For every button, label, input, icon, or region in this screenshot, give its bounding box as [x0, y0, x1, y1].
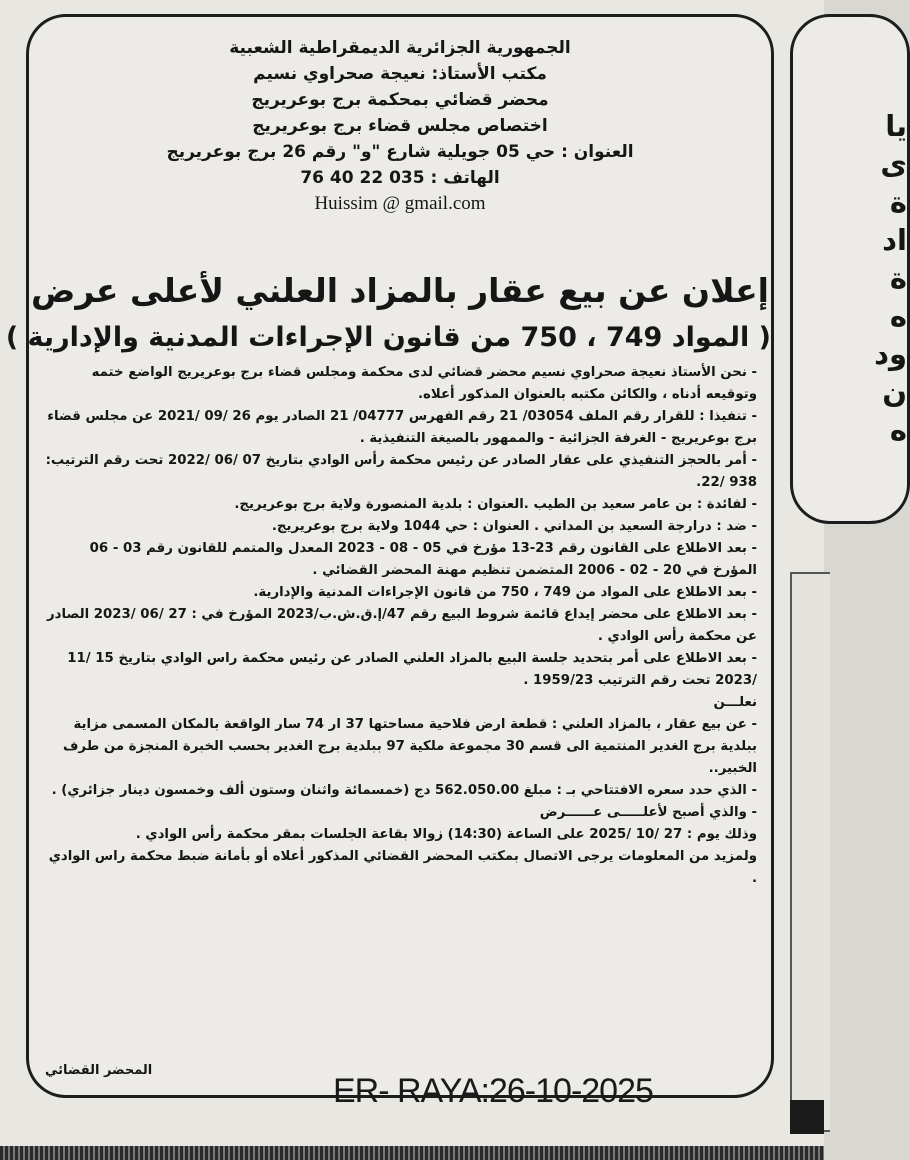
paragraph-contact: ولمزيد من المعلومات يرجى الاتصال بمكتب المحضر القضائي المذكور أعلاه أو بأمانة ضبط محكمة راس الوادي . [48, 849, 757, 886]
header-address: العنوان : حي 05 جويلية شارع "و" رقم 26 برج بوعريريج [166, 142, 634, 162]
header-office: مكتب الأستاذ: نعيجة صحراوي نسيم [253, 64, 547, 84]
header-jurisdiction: اختصاص مجلس قضاء برج بوعريريج [252, 116, 548, 136]
paragraph-execution: - تنفيذا : للقرار رقم الملف 03054/ 21 رقم الفهرس 04777/ 21 الصادر يوم 26 /09 /2021 عن مجلس قضاء برج بوعريريج - الغرفة الجزائية - والممهور بالصيغة التنفيذية . [47, 409, 757, 446]
adjacent-line: ود [874, 337, 907, 371]
adjacent-line: ه [889, 413, 907, 447]
publication-stamp: ER- RAYA:26-10-2025 [333, 1072, 653, 1110]
paragraph-announce: نعلـــن [713, 695, 757, 710]
bottom-border [0, 1146, 824, 1160]
adjacent-line: ة [889, 261, 907, 295]
adjacent-line: ة [889, 185, 907, 219]
adjacent-line: ن [882, 375, 907, 409]
header-bailiff: محضر قضائي بمحكمة برج بوعريريج [251, 90, 549, 110]
adjacent-line: يا [885, 109, 907, 143]
paragraph-seizure-order: - أمر بالحجز التنفيذي على عقار الصادر عن رئيس محكمة رأس الوادي بتاريخ 07 /06 /2022 تحت رقم الترتيب: 938 /22. [45, 453, 757, 490]
adjacent-dark-block [790, 1100, 824, 1134]
paragraph-conditions: - بعد الاطلاع على محضر إيداع قائمة شروط البيع رقم 47/إ.ق.ش.ب/2023 المؤرخ في : 27 /06 /2023 الصادر عن محكمة رأس الوادي . [47, 607, 757, 644]
paragraph-highest-bid: - والذي أصبح لأعلـــــى عــــــرض [539, 805, 757, 820]
paragraph-law: - بعد الاطلاع على القانون رقم 23-13 مؤرخ في 05 - 08 - 2023 المعدل والمتمم للقانون رقم 03 - 06 المؤرخ في 20 - 02 - 2006 المتضمن تنظيم مهنة المحضر القضائي . [89, 541, 757, 578]
paragraph-date: وذلك يوم : 27 /10 /2025 على الساعة (14:30) زوالا بقاعة الجلسات بمقر محكمة رأس الوادي . [135, 827, 757, 842]
paragraph-intro: - نحن الأستاذ نعيجة صحراوي نسيم محضر قضائي لدى محكمة ومجلس قضاء برج بوعريريج الواضع ختمه وتوقيعه أدناه ، والكائن مكتبه بالعنوان المذكور أعلاه. [91, 365, 757, 402]
paragraph-session-order: - بعد الاطلاع على أمر بتحديد جلسة البيع بالمزاد العلني الصادر عن رئيس محكمة راس الوادي بتاريخ 15 /11 /2023 تحت رقم الترتيب 1959/23 . [67, 651, 757, 688]
notice-title: إعلان عن بيع عقار بالمزاد العلني لأعلى عرض [31, 271, 769, 310]
signature: المحضر القضائي [45, 1063, 153, 1078]
notice-body [43, 362, 757, 890]
header-phone: الهاتف : 035 22 40 76 [300, 168, 500, 188]
header-email: Huissim @ gmail.com [314, 193, 486, 214]
adjacent-notice [790, 14, 910, 524]
adjacent-box [790, 572, 830, 1132]
paragraph-against: - ضد : درارجة السعيد بن المداني . العنوان : حي 1044 ولاية برج بوعريريج. [271, 519, 757, 534]
paragraph-beneficiary: - لفائدة : بن عامر سعيد بن الطيب .العنوان : بلدية المنصورة ولاية برج بوعريريج. [234, 497, 757, 512]
adjacent-line: ى [880, 147, 907, 181]
adjacent-notice-text [871, 107, 907, 449]
auction-notice [5, 14, 774, 1098]
paragraph-articles: - بعد الاطلاع على المواد من 749 ، 750 من قانون الإجراءات المدنية والإدارية. [253, 585, 757, 600]
paragraph-property: - عن بيع عقار ، بالمزاد العلني : قطعة ارض فلاحية مساحتها 37 ار 74 سار الواقعة بالمكان المسمى مزاية ببلدية برج الغدير المنتمية الى قسم 30 مجموعة ملكية 97 ببلدية برج الغدير بحسب الخبرة المنجزة من طرف الخبير.. [62, 717, 757, 776]
notice-subtitle: ( المواد 749 ، 750 من قانون الإجراءات المدنية والإدارية ) [5, 322, 771, 353]
adjacent-line: ه [889, 299, 907, 333]
paragraph-price: - الذي حدد سعره الافتتاحي بـ : مبلغ 562.050.00 دج (خمسمائة واثنان وستون ألف وخمسون دينار جزائري) . [51, 783, 757, 798]
adjacent-line: اد [882, 223, 907, 257]
header-republic: الجمهورية الجزائرية الديمقراطية الشعبية [229, 38, 571, 58]
notice-header [29, 35, 771, 217]
